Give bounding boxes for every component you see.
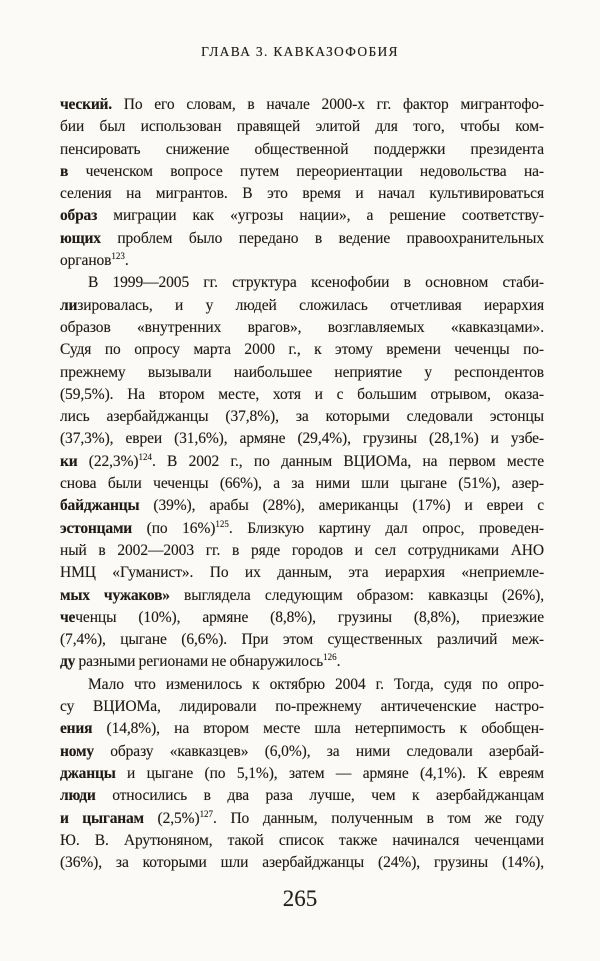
emphasized-text: ки	[60, 452, 78, 470]
text-line: В 1999—2005 гг. структура ксенофобии в основном стаби-	[88, 274, 544, 292]
footnote-reference: 125	[215, 518, 229, 529]
text-line: в чеченском вопросе путем переориентации недовольства на-	[60, 162, 544, 180]
text-line: ющих проблем было передано в ведение правоохранительных	[60, 229, 544, 247]
text-line: ческий. По его словам, в начале 2000-х гг. фактор мигрантофо-	[60, 96, 544, 113]
chapter-running-header: ГЛАВА 3. КАВКАЗОФОБИЯ	[201, 44, 399, 59]
text-line: и цыганам $(2,5\%)^{127}$. По данным, полученным в том же году	[60, 808, 544, 827]
text-line: (37,3%), евреи (31,6%), армяне (29,4%), грузины (28,1%) и узбе-	[60, 430, 544, 448]
text-line: чеченцы (10%), армяне (8,8%), грузины (8,8%), приезжие	[60, 608, 544, 626]
text-line: пенсировать снижение общественной поддержки президента	[60, 140, 544, 158]
text-line: Ю. В. Арутюняном, такой список также начинался чеченцами	[60, 831, 544, 849]
emphasized-text: ли	[60, 296, 78, 314]
text-line: селения на мигрантов. В это время и начал культивироваться	[60, 185, 544, 203]
text-line: (7,4%), цыгане (6,6%). При этом существенных различий меж-	[60, 631, 544, 649]
emphasized-text: мых чужаков»	[60, 586, 170, 604]
text-line: Судя по опросу марта 2000 г., к этому времени чеченцы по-	[60, 341, 544, 359]
text-line: НМЦ «Гуманист». По их данным, эта иерархия «неприемле-	[60, 564, 544, 582]
text-line: ному образу «кавказцев» (6,0%), за ними следовали азербай-	[60, 742, 544, 760]
emphasized-text: ду	[60, 653, 76, 671]
text-line: ки $(22,3\%)^{124}$. В 2002 г., по данным ВЦИОМа, на первом месте	[60, 451, 544, 470]
footnote-reference: 126	[323, 652, 337, 663]
emphasized-text: в	[60, 162, 69, 180]
emphasized-text: джанцы	[60, 764, 116, 782]
text-line: ный в 2002—2003 гг. в ряде городов и сел сотрудниками АНО	[60, 541, 544, 559]
text-line: Мало что изменилось к октябрю 2004 г. Тогда, судя по опро-	[88, 675, 544, 693]
body-text-block	[60, 94, 544, 874]
emphasized-text: ческий.	[60, 96, 112, 113]
emphasized-text: люди	[60, 787, 96, 805]
text-line: (59,5%). На втором месте, хотя и с большим отрывом, оказа-	[60, 385, 544, 403]
text-line: ения (14,8%), на втором месте шла нетерпимость к обобщен-	[60, 720, 544, 738]
text-line: эстонцами (по 16%)$^{125}$. Близкую картину дал опрос, проведен-	[60, 518, 544, 537]
emphasized-text: че	[60, 608, 76, 626]
text-line: органов$^{123}$.	[60, 250, 129, 270]
emphasized-text: байджанцы	[60, 497, 140, 515]
emphasized-text: ному	[60, 742, 94, 760]
emphasized-text: и цыганам	[60, 809, 144, 827]
emphasized-text: ения	[60, 720, 93, 738]
footnote-reference: 127	[199, 808, 214, 819]
text-line: образ миграции как «угрозы нации», а решение соответству-	[60, 207, 544, 225]
emphasized-text: образ	[60, 207, 98, 225]
text-line: байджанцы (39%), арабы (28%), американцы (17%) и евреи с	[60, 497, 544, 515]
text-line: су ВЦИОМа, лидировали по-прежнему античеченские настро-	[60, 698, 544, 716]
text-line: мых чужаков» выглядела следующим образом: кавказцы (26%),	[60, 586, 544, 604]
text-line: прежнему вызывали наибольшее неприятие у респондентов	[60, 363, 544, 381]
footnote-reference: 124	[138, 451, 152, 462]
footnote-reference: 123	[111, 250, 125, 261]
text-line: бии был использован правящей элитой для того, чтобы ком-	[60, 118, 544, 136]
text-line: (36%), за которыми шли азербайджанцы (24%), грузины (14%),	[60, 854, 544, 872]
text-line: люди относились в два раза лучше, чем к азербайджанцам	[60, 787, 544, 805]
text-line: ду разными регионами не обнаружилось$^{126}$.	[60, 652, 341, 671]
emphasized-text: ющих	[60, 229, 101, 247]
text-line: образов «внутренних врагов», возглавляемых «кавказцами».	[60, 318, 544, 336]
text-line: джанцы и цыгане (по 5,1%), затем — армяне (4,1%). К евреям	[60, 764, 544, 782]
page-number: 265	[282, 886, 318, 911]
text-line: лизировалась, и у людей сложилась отчетливая иерархия	[60, 296, 544, 314]
text-line: снова были чеченцы (66%), а за ними шли цыгане (51%), азер-	[60, 475, 544, 493]
text-line: лись азербайджанцы (37,8%), за которыми следовали эстонцы	[60, 408, 544, 426]
emphasized-text: эстонцами	[60, 519, 133, 537]
